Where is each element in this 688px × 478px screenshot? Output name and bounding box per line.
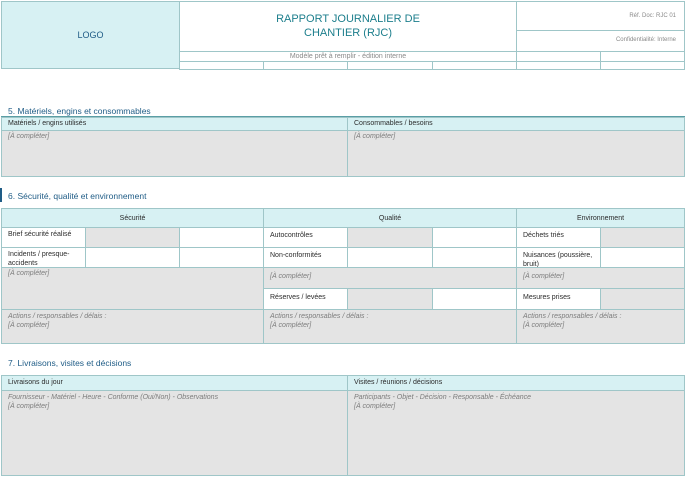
- header-grid-cell: [263, 61, 348, 70]
- securite-actions-label: Actions / responsables / délais :: [8, 313, 107, 320]
- section-7-col1-value: [À compléter]: [8, 403, 50, 410]
- environnement-row2-field[interactable]: [600, 247, 685, 268]
- conf-box: [516, 30, 685, 52]
- qualite-actions-label: Actions / responsables / délais :: [270, 313, 369, 320]
- qualite-row3-label: Réserves / levées: [263, 288, 348, 310]
- environnement-row3-label: Mesures prises: [516, 288, 601, 310]
- environnement-row2-label: Nuisances (poussière, bruit): [516, 247, 601, 268]
- section-7-col1-header: Livraisons du jour: [1, 375, 348, 391]
- environnement-actions-value: [À compléter]: [523, 322, 565, 329]
- header-grid-cell: [516, 61, 601, 70]
- environnement-actions-label: Actions / responsables / délais :: [523, 313, 622, 320]
- environnement-details-field[interactable]: [À compléter]: [516, 267, 685, 289]
- securite-row1-field[interactable]: [85, 227, 180, 248]
- section-5-col1-field[interactable]: [À compléter]: [1, 130, 348, 177]
- securite-row2-field[interactable]: [179, 247, 264, 268]
- securite-row2-field[interactable]: [85, 247, 180, 268]
- section-7-col2-header: Visites / réunions / décisions: [347, 375, 685, 391]
- environnement-header: Environnement: [516, 208, 685, 228]
- section-7-col2-hint: Participants - Objet - Décision - Responsable - Échéance: [354, 394, 532, 401]
- section-7-col1-field[interactable]: [1, 390, 348, 476]
- section-7-col1-hint: Fournisseur - Matériel - Heure - Conforme (Oui/Non) - Observations: [8, 394, 219, 401]
- securite-row1-field[interactable]: [179, 227, 264, 248]
- qualite-row2-field[interactable]: [432, 247, 517, 268]
- qualite-details-field[interactable]: [À compléter]: [263, 267, 517, 289]
- header-grid-cell: [600, 61, 685, 70]
- section-6-title: 6. Sécurité, qualité et environnement: [8, 191, 147, 201]
- securite-header: Sécurité: [1, 208, 264, 228]
- securite-actions-value: [À compléter]: [8, 322, 50, 329]
- section-7-col2-field[interactable]: [347, 390, 685, 476]
- ref-box: [516, 1, 685, 31]
- logo-text: LOGO: [77, 30, 104, 40]
- title-line-1: RAPPORT JOURNALIER DE: [276, 13, 420, 25]
- environnement-row1-label: Déchets triés: [516, 227, 601, 248]
- confidentiality: Confidentialité: Interne: [615, 37, 676, 43]
- qualite-header: Qualité: [263, 208, 517, 228]
- logo-box: [1, 1, 180, 69]
- qualite-row1-label: Autocontrôles: [263, 227, 348, 248]
- section-6-marker: [0, 188, 2, 202]
- qualite-row3-field[interactable]: [432, 288, 517, 310]
- environnement-actions-field[interactable]: [516, 309, 685, 344]
- section-5-title: 5. Matériels, engins et consommables: [8, 106, 151, 116]
- securite-row1-label: Brief sécurité réalisé: [1, 227, 86, 248]
- qualite-actions-value: [À compléter]: [270, 322, 312, 329]
- subtitle: Modèle prêt à remplir - édition interne: [289, 53, 407, 60]
- header-grid-cell: [179, 61, 264, 70]
- qualite-row2-field[interactable]: [347, 247, 433, 268]
- header-grid-cell: [347, 61, 433, 70]
- securite-row2-label: Incidents / presque-accidents: [1, 247, 86, 268]
- securite-actions-field[interactable]: [1, 309, 264, 344]
- section-7-title: 7. Livraisons, visites et décisions: [8, 358, 132, 368]
- section-5-col1-header: Matériels / engins utilisés: [1, 117, 348, 131]
- securite-details-field[interactable]: [À compléter]: [1, 267, 264, 310]
- title-box: [179, 1, 517, 52]
- ref-doc: Réf. Doc: RJC 01: [629, 13, 676, 19]
- section-5-col2-header: Consommables / besoins: [347, 117, 685, 131]
- environnement-row3-field[interactable]: [600, 288, 685, 310]
- section-5-col2-field[interactable]: [À compléter]: [347, 130, 685, 177]
- qualite-actions-field[interactable]: [263, 309, 517, 344]
- qualite-row3-field[interactable]: [347, 288, 433, 310]
- header-grid-cell: [432, 61, 517, 70]
- qualite-row1-field[interactable]: [432, 227, 517, 248]
- qualite-row2-label: Non-conformités: [263, 247, 348, 268]
- qualite-row1-field[interactable]: [347, 227, 433, 248]
- title-line-2: CHANTIER (RJC): [304, 27, 392, 39]
- section-7-col2-value: [À compléter]: [354, 403, 396, 410]
- environnement-row1-field[interactable]: [600, 227, 685, 248]
